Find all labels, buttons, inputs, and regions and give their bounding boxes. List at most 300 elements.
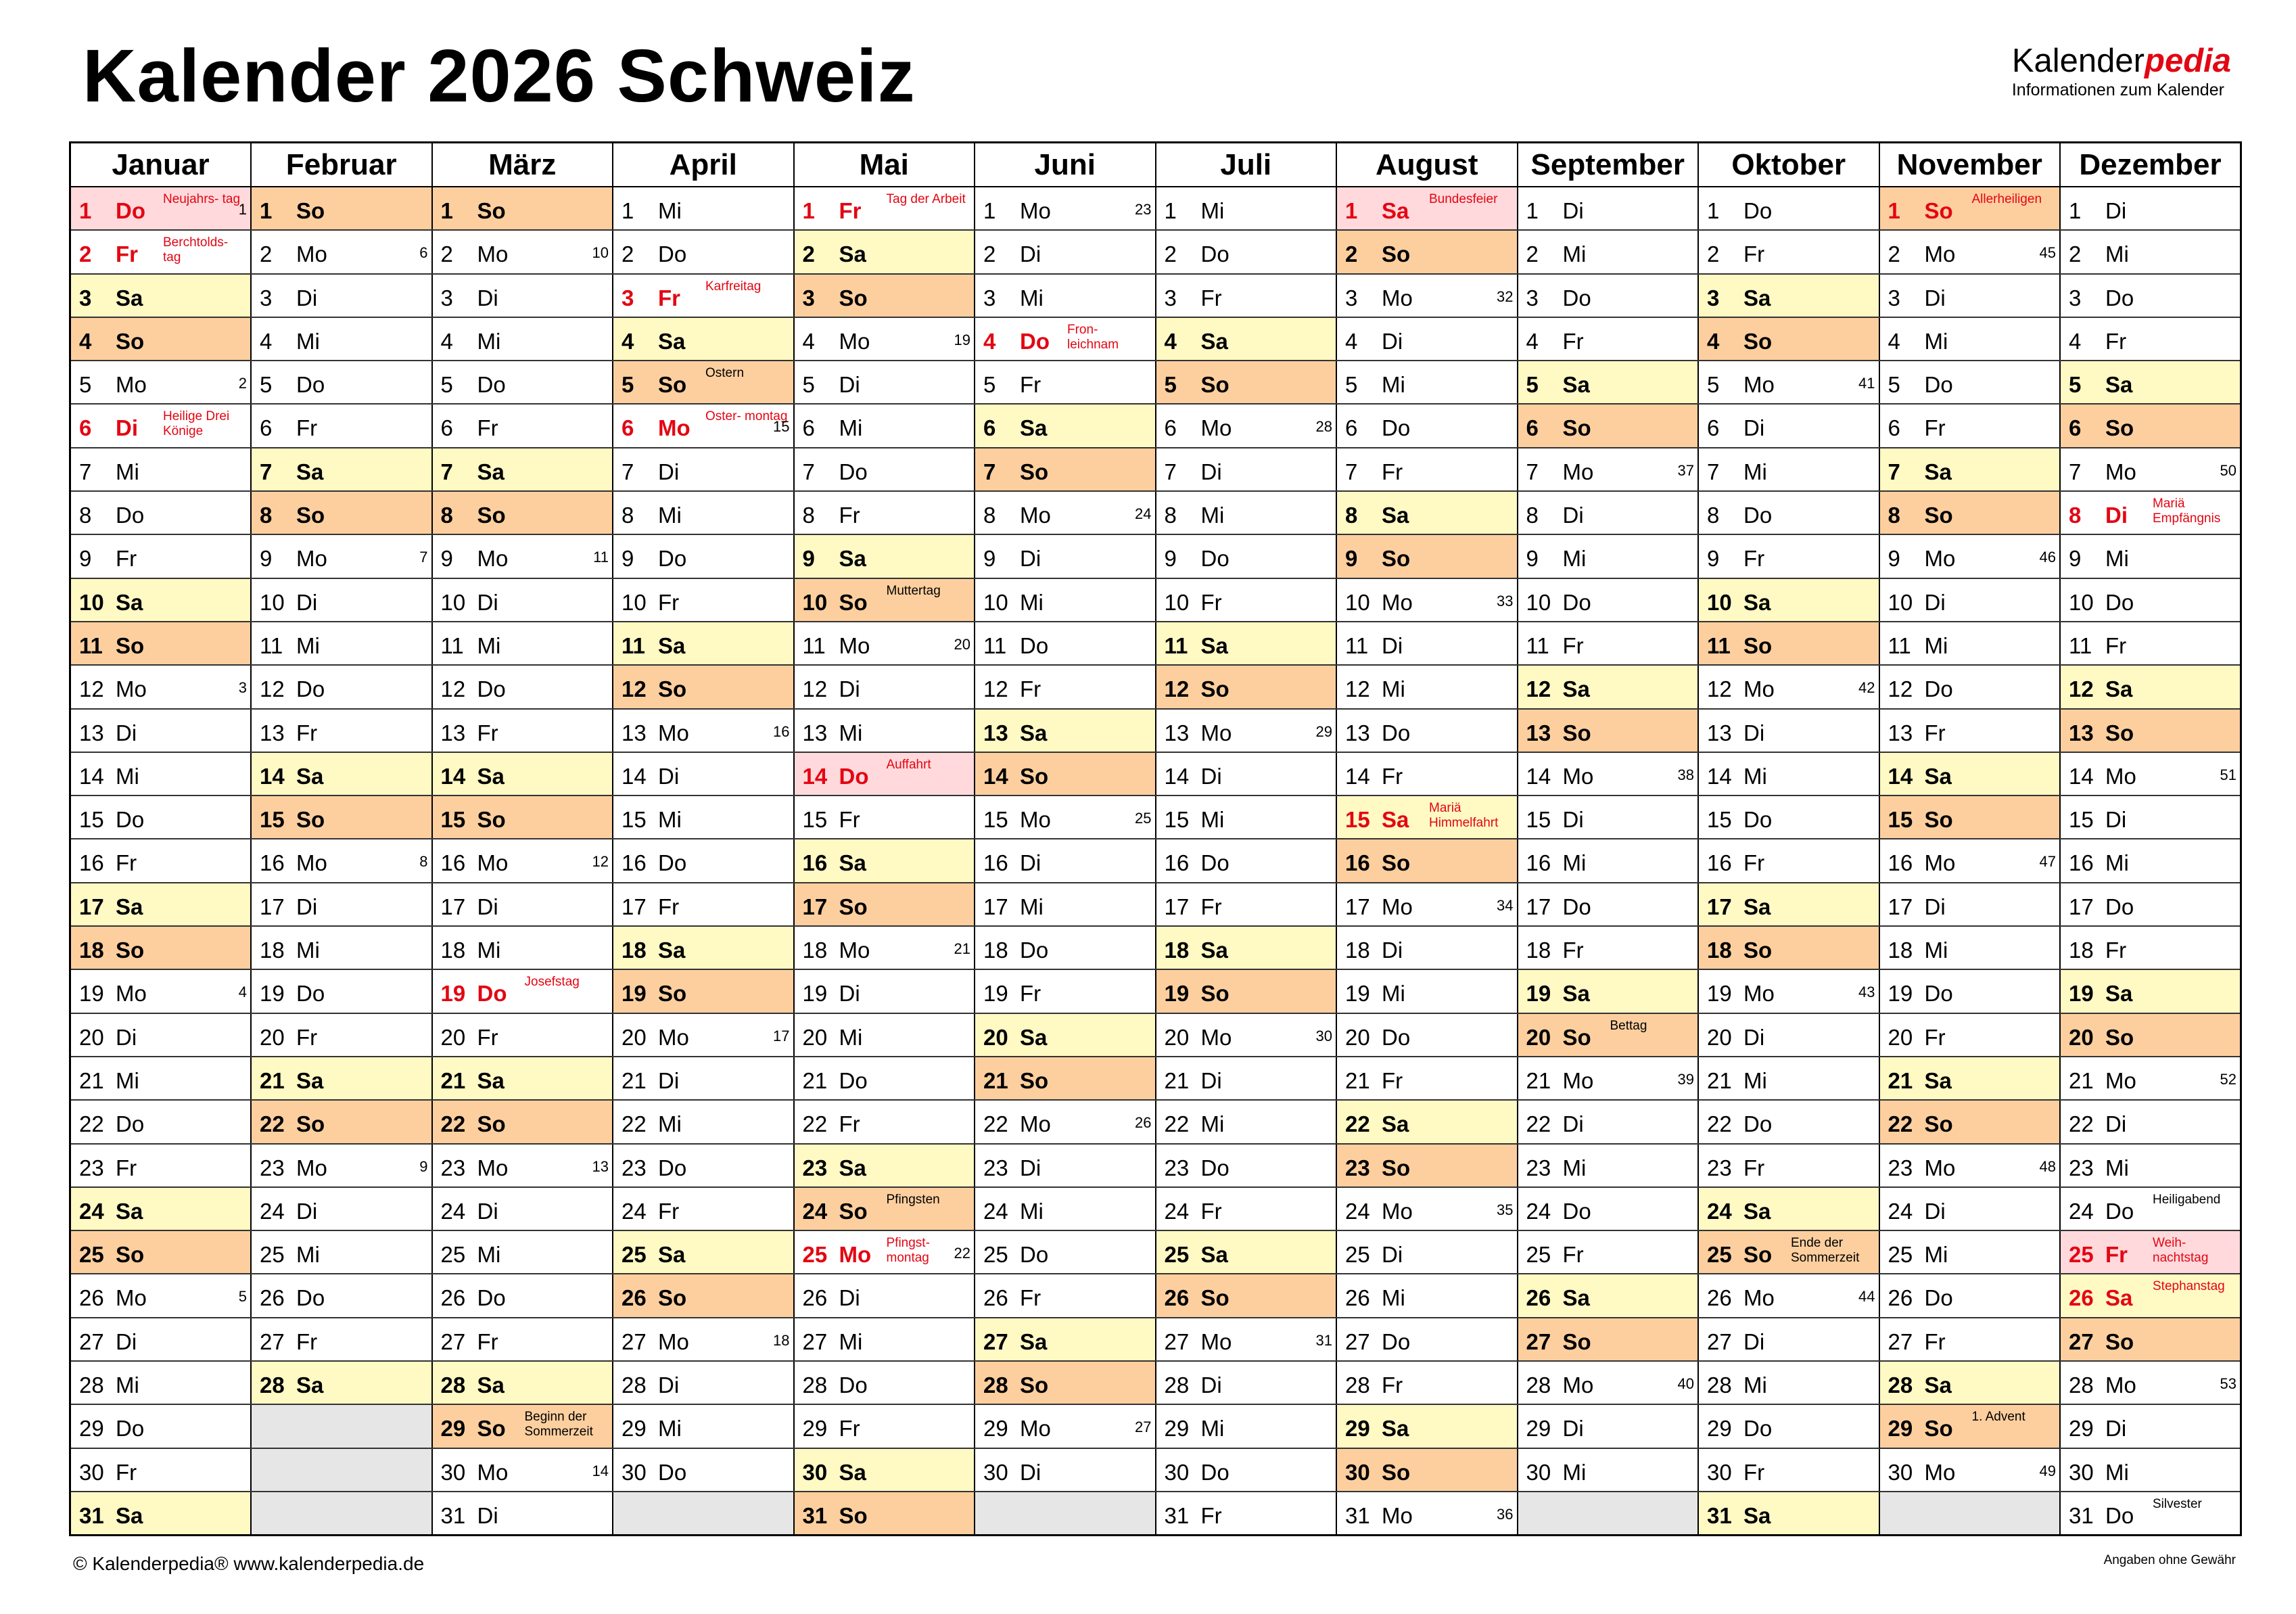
day-cell[interactable] [613,1318,794,1361]
day-cell[interactable] [794,1013,975,1057]
day-cell[interactable] [1879,1404,2061,1448]
day-cell[interactable] [975,1361,1156,1404]
day-cell[interactable] [1698,839,1879,882]
day-cell[interactable] [432,1492,613,1536]
day-cell[interactable] [2060,1404,2241,1448]
day-cell[interactable] [70,578,252,622]
day-cell[interactable] [794,1187,975,1230]
day-cell[interactable] [432,1013,613,1057]
day-cell[interactable] [1156,578,1337,622]
day-cell[interactable] [1156,926,1337,969]
day-cell[interactable] [1698,1361,1879,1404]
day-cell[interactable] [975,1230,1156,1274]
day-cell[interactable] [432,883,613,926]
day-cell[interactable] [2060,1274,2241,1317]
day-cell[interactable] [975,404,1156,447]
day-cell[interactable] [975,839,1156,882]
day-cell[interactable] [432,1057,613,1100]
day-cell[interactable] [432,361,613,404]
day-cell[interactable] [794,622,975,665]
day-cell[interactable] [613,1013,794,1057]
day-cell[interactable] [70,361,252,404]
day-cell[interactable] [251,1100,432,1143]
day-cell[interactable] [613,404,794,447]
day-cell[interactable] [794,1274,975,1317]
day-cell[interactable] [2060,1318,2241,1361]
day-cell[interactable] [432,534,613,578]
day-cell[interactable] [70,1274,252,1317]
day-cell[interactable] [251,622,432,665]
day-cell[interactable] [1336,404,1518,447]
day-cell[interactable] [70,1318,252,1361]
day-cell[interactable] [432,1187,613,1230]
day-cell[interactable] [1518,796,1699,839]
day-cell[interactable] [2060,1187,2241,1230]
day-cell[interactable] [432,1361,613,1404]
day-cell[interactable] [1156,534,1337,578]
day-cell[interactable] [1879,1187,2061,1230]
day-cell[interactable] [975,1404,1156,1448]
day-cell[interactable] [1156,1318,1337,1361]
day-cell[interactable] [2060,230,2241,273]
day-cell[interactable] [70,709,252,752]
day-cell[interactable] [613,926,794,969]
day-cell[interactable] [1518,1057,1699,1100]
day-cell[interactable] [1879,796,2061,839]
day-cell[interactable] [1156,752,1337,796]
day-cell[interactable] [1879,1361,2061,1404]
day-cell[interactable] [1698,665,1879,708]
day-cell[interactable] [1518,622,1699,665]
day-cell[interactable] [1336,361,1518,404]
day-cell[interactable] [975,230,1156,273]
day-cell[interactable] [975,1318,1156,1361]
day-cell[interactable] [1698,883,1879,926]
day-cell[interactable] [1698,1187,1879,1230]
day-cell[interactable] [794,883,975,926]
day-cell[interactable] [975,578,1156,622]
day-cell[interactable] [1879,578,2061,622]
day-cell[interactable] [70,491,252,534]
day-cell[interactable] [432,187,613,230]
day-cell[interactable] [1698,361,1879,404]
day-cell[interactable] [1336,665,1518,708]
day-cell[interactable] [70,1187,252,1230]
day-cell[interactable] [1336,317,1518,361]
day-cell[interactable] [613,491,794,534]
day-cell[interactable] [1518,1187,1699,1230]
day-cell[interactable] [794,839,975,882]
day-cell[interactable] [975,1187,1156,1230]
day-cell[interactable] [251,1057,432,1100]
day-cell[interactable] [70,274,252,317]
day-cell[interactable] [432,404,613,447]
day-cell[interactable] [1336,796,1518,839]
day-cell[interactable] [794,969,975,1013]
day-cell[interactable] [2060,709,2241,752]
day-cell[interactable] [1336,230,1518,273]
day-cell[interactable] [1518,1230,1699,1274]
day-cell[interactable] [251,404,432,447]
day-cell[interactable] [1879,317,2061,361]
day-cell[interactable] [2060,1013,2241,1057]
day-cell[interactable] [1698,796,1879,839]
day-cell[interactable] [70,1013,252,1057]
day-cell[interactable] [1518,1448,1699,1492]
day-cell[interactable] [1879,839,2061,882]
day-cell[interactable] [975,883,1156,926]
day-cell[interactable] [432,1448,613,1492]
day-cell[interactable] [1156,1404,1337,1448]
day-cell[interactable] [70,404,252,447]
day-cell[interactable] [1518,665,1699,708]
day-cell[interactable] [975,926,1156,969]
day-cell[interactable] [613,1404,794,1448]
day-cell[interactable] [794,665,975,708]
day-cell[interactable] [251,187,432,230]
day-cell[interactable] [432,230,613,273]
day-cell[interactable] [613,622,794,665]
day-cell[interactable] [2060,883,2241,926]
day-cell[interactable] [432,622,613,665]
day-cell[interactable] [2060,361,2241,404]
day-cell[interactable] [432,1274,613,1317]
day-cell[interactable] [613,665,794,708]
day-cell[interactable] [794,1361,975,1404]
day-cell[interactable] [1336,274,1518,317]
day-cell[interactable] [70,622,252,665]
day-cell[interactable] [613,1274,794,1317]
day-cell[interactable] [2060,274,2241,317]
brand-logo[interactable] [2012,45,2231,100]
day-cell[interactable] [1336,1230,1518,1274]
day-cell[interactable] [1336,1404,1518,1448]
day-cell[interactable] [1879,448,2061,491]
day-cell[interactable] [2060,1361,2241,1404]
day-cell[interactable] [1156,1057,1337,1100]
day-cell[interactable] [1518,969,1699,1013]
day-cell[interactable] [1518,404,1699,447]
day-cell[interactable] [70,1448,252,1492]
day-cell[interactable] [70,534,252,578]
day-cell[interactable] [1518,187,1699,230]
day-cell[interactable] [613,1361,794,1404]
day-cell[interactable] [70,752,252,796]
day-cell[interactable] [1879,1448,2061,1492]
day-cell[interactable] [1698,274,1879,317]
day-cell[interactable] [613,1057,794,1100]
day-cell[interactable] [613,752,794,796]
day-cell[interactable] [1698,578,1879,622]
day-cell[interactable] [1156,622,1337,665]
day-cell[interactable] [2060,317,2241,361]
day-cell[interactable] [1879,883,2061,926]
day-cell[interactable] [613,796,794,839]
day-cell[interactable] [794,796,975,839]
day-cell[interactable] [432,709,613,752]
day-cell[interactable] [2060,796,2241,839]
day-cell[interactable] [1879,361,2061,404]
day-cell[interactable] [794,1492,975,1536]
day-cell[interactable] [1518,274,1699,317]
day-cell[interactable] [2060,1230,2241,1274]
day-cell[interactable] [1698,404,1879,447]
day-cell[interactable] [432,274,613,317]
day-cell[interactable] [613,274,794,317]
day-cell[interactable] [2060,1057,2241,1100]
day-cell[interactable] [1156,709,1337,752]
day-cell[interactable] [1518,1100,1699,1143]
day-cell[interactable] [975,274,1156,317]
day-cell[interactable] [251,665,432,708]
day-cell[interactable] [432,578,613,622]
day-cell[interactable] [794,361,975,404]
day-cell[interactable] [1336,578,1518,622]
day-cell[interactable] [1336,534,1518,578]
day-cell[interactable] [1156,317,1337,361]
day-cell[interactable] [1698,622,1879,665]
day-cell[interactable] [1336,839,1518,882]
day-cell[interactable] [70,230,252,273]
day-cell[interactable] [1156,1448,1337,1492]
day-cell[interactable] [70,665,252,708]
day-cell[interactable] [70,448,252,491]
day-cell[interactable] [1518,1274,1699,1317]
day-cell[interactable] [613,1230,794,1274]
day-cell[interactable] [251,578,432,622]
day-cell[interactable] [1879,622,2061,665]
day-cell[interactable] [70,883,252,926]
day-cell[interactable] [1156,1230,1337,1274]
day-cell[interactable] [2060,578,2241,622]
day-cell[interactable] [432,839,613,882]
day-cell[interactable] [432,1144,613,1187]
day-cell[interactable] [975,622,1156,665]
day-cell[interactable] [613,187,794,230]
day-cell[interactable] [613,839,794,882]
day-cell[interactable] [794,230,975,273]
day-cell[interactable] [1336,1144,1518,1187]
day-cell[interactable] [70,1057,252,1100]
day-cell[interactable] [1336,1492,1518,1536]
day-cell[interactable] [1879,404,2061,447]
day-cell[interactable] [1518,448,1699,491]
day-cell[interactable] [1336,1013,1518,1057]
day-cell[interactable] [1698,709,1879,752]
day-cell[interactable] [1336,883,1518,926]
day-cell[interactable] [251,709,432,752]
day-cell[interactable] [432,491,613,534]
day-cell[interactable] [432,448,613,491]
day-cell[interactable] [70,187,252,230]
day-cell[interactable] [613,1144,794,1187]
day-cell[interactable] [1156,1187,1337,1230]
day-cell[interactable] [975,709,1156,752]
day-cell[interactable] [1156,404,1337,447]
day-cell[interactable] [1336,1448,1518,1492]
day-cell[interactable] [251,839,432,882]
day-cell[interactable] [2060,1100,2241,1143]
day-cell[interactable] [251,883,432,926]
day-cell[interactable] [70,317,252,361]
day-cell[interactable] [794,187,975,230]
day-cell[interactable] [1336,1274,1518,1317]
day-cell[interactable] [794,448,975,491]
day-cell[interactable] [975,361,1156,404]
day-cell[interactable] [975,752,1156,796]
day-cell[interactable] [794,274,975,317]
day-cell[interactable] [432,1100,613,1143]
day-cell[interactable] [613,709,794,752]
day-cell[interactable] [251,448,432,491]
day-cell[interactable] [1518,1404,1699,1448]
day-cell[interactable] [1156,1361,1337,1404]
day-cell[interactable] [70,969,252,1013]
day-cell[interactable] [1336,969,1518,1013]
day-cell[interactable] [1518,1318,1699,1361]
day-cell[interactable] [975,1100,1156,1143]
day-cell[interactable] [1518,926,1699,969]
day-cell[interactable] [1336,1057,1518,1100]
day-cell[interactable] [1336,1187,1518,1230]
day-cell[interactable] [1156,274,1337,317]
day-cell[interactable] [1698,1318,1879,1361]
day-cell[interactable] [613,317,794,361]
day-cell[interactable] [251,230,432,273]
day-cell[interactable] [1156,796,1337,839]
day-cell[interactable] [432,969,613,1013]
day-cell[interactable] [251,534,432,578]
day-cell[interactable] [975,1013,1156,1057]
day-cell[interactable] [1698,1274,1879,1317]
day-cell[interactable] [1879,1144,2061,1187]
day-cell[interactable] [1156,230,1337,273]
day-cell[interactable] [70,926,252,969]
day-cell[interactable] [70,1361,252,1404]
day-cell[interactable] [613,969,794,1013]
day-cell[interactable] [2060,534,2241,578]
day-cell[interactable] [975,491,1156,534]
day-cell[interactable] [432,1318,613,1361]
day-cell[interactable] [1879,1013,2061,1057]
day-cell[interactable] [1698,1230,1879,1274]
day-cell[interactable] [975,1448,1156,1492]
day-cell[interactable] [1698,1144,1879,1187]
day-cell[interactable] [1336,1361,1518,1404]
day-cell[interactable] [1336,1318,1518,1361]
day-cell[interactable] [2060,752,2241,796]
day-cell[interactable] [70,839,252,882]
day-cell[interactable] [251,491,432,534]
day-cell[interactable] [794,1318,975,1361]
day-cell[interactable] [1879,926,2061,969]
day-cell[interactable] [1698,752,1879,796]
day-cell[interactable] [2060,969,2241,1013]
day-cell[interactable] [1698,317,1879,361]
day-cell[interactable] [1336,752,1518,796]
day-cell[interactable] [1518,361,1699,404]
day-cell[interactable] [1879,230,2061,273]
day-cell[interactable] [613,1448,794,1492]
day-cell[interactable] [975,1274,1156,1317]
day-cell[interactable] [613,534,794,578]
day-cell[interactable] [1336,926,1518,969]
day-cell[interactable] [251,796,432,839]
day-cell[interactable] [794,578,975,622]
day-cell[interactable] [1698,187,1879,230]
day-cell[interactable] [251,1274,432,1317]
day-cell[interactable] [1156,883,1337,926]
day-cell[interactable] [975,534,1156,578]
day-cell[interactable] [975,448,1156,491]
day-cell[interactable] [975,665,1156,708]
day-cell[interactable] [432,317,613,361]
day-cell[interactable] [794,1144,975,1187]
day-cell[interactable] [1698,1448,1879,1492]
day-cell[interactable] [2060,491,2241,534]
day-cell[interactable] [1518,1144,1699,1187]
day-cell[interactable] [251,1013,432,1057]
day-cell[interactable] [1879,969,2061,1013]
day-cell[interactable] [794,752,975,796]
day-cell[interactable] [2060,404,2241,447]
day-cell[interactable] [1879,187,2061,230]
day-cell[interactable] [1518,1361,1699,1404]
day-cell[interactable] [251,1318,432,1361]
day-cell[interactable] [794,1230,975,1274]
day-cell[interactable] [251,1230,432,1274]
day-cell[interactable] [251,969,432,1013]
day-cell[interactable] [1879,665,2061,708]
day-cell[interactable] [794,534,975,578]
day-cell[interactable] [251,1361,432,1404]
day-cell[interactable] [1156,1274,1337,1317]
day-cell[interactable] [2060,1144,2241,1187]
day-cell[interactable] [1879,1318,2061,1361]
day-cell[interactable] [1156,839,1337,882]
day-cell[interactable] [1156,187,1337,230]
day-cell[interactable] [975,1057,1156,1100]
day-cell[interactable] [251,1144,432,1187]
day-cell[interactable] [975,1144,1156,1187]
day-cell[interactable] [1518,752,1699,796]
day-cell[interactable] [1518,578,1699,622]
day-cell[interactable] [1336,491,1518,534]
day-cell[interactable] [1698,534,1879,578]
day-cell[interactable] [1156,969,1337,1013]
day-cell[interactable] [794,1057,975,1100]
day-cell[interactable] [794,317,975,361]
day-cell[interactable] [432,665,613,708]
day-cell[interactable] [70,1100,252,1143]
day-cell[interactable] [1698,1057,1879,1100]
day-cell[interactable] [794,926,975,969]
day-cell[interactable] [251,1187,432,1230]
day-cell[interactable] [1518,839,1699,882]
day-cell[interactable] [1336,187,1518,230]
day-cell[interactable] [1156,1013,1337,1057]
day-cell[interactable] [1879,1230,2061,1274]
day-cell[interactable] [2060,1448,2241,1492]
day-cell[interactable] [251,361,432,404]
day-cell[interactable] [1156,1492,1337,1536]
day-cell[interactable] [975,187,1156,230]
day-cell[interactable] [975,969,1156,1013]
day-cell[interactable] [794,1448,975,1492]
day-cell[interactable] [613,230,794,273]
day-cell[interactable] [1336,1100,1518,1143]
day-cell[interactable] [251,926,432,969]
